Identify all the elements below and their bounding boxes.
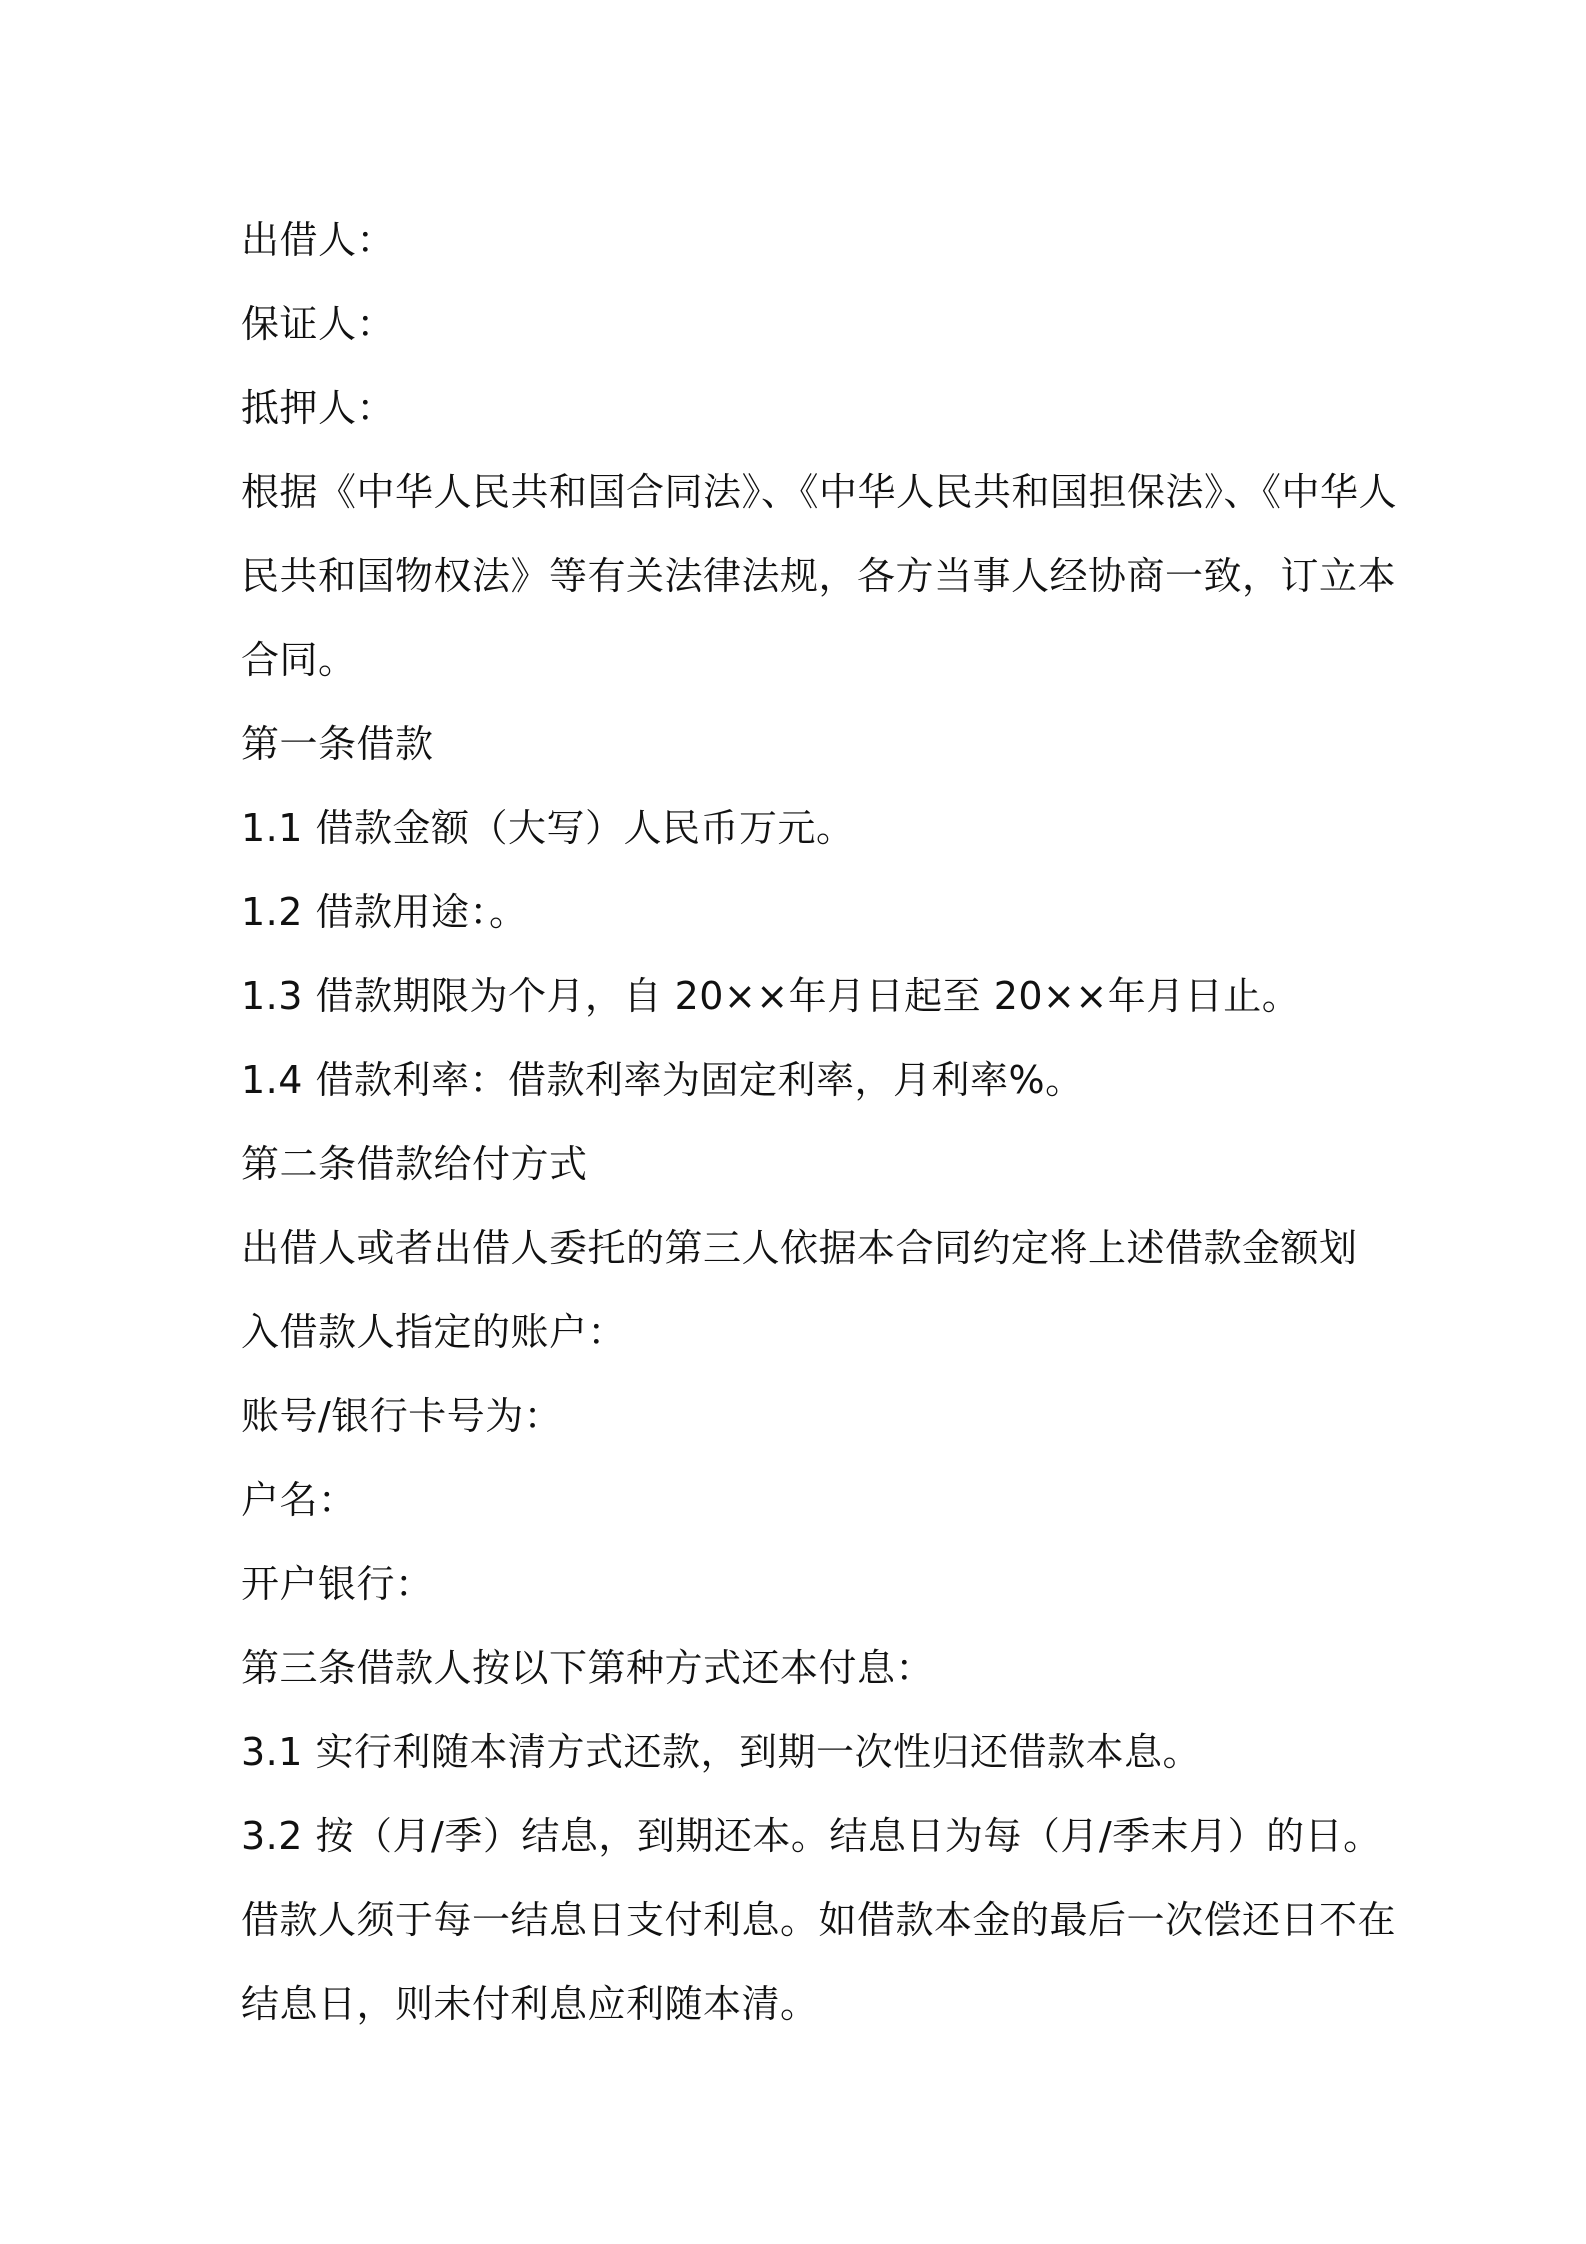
account-name-label: 户名： [241, 1478, 357, 1522]
clause-1-4: 1.4 借款利率：借款利率为固定利率，月利率%。 [241, 1058, 1084, 1102]
clause-3-2-continued-1: 借款人须于每一结息日支付利息。如借款本金的最后一次偿还日不在 [241, 1898, 1397, 1942]
clause-1-1: 1.1 借款金额（大写）人民币万元。 [241, 806, 855, 850]
clause-1-3: 1.3 借款期限为个月，自 20××年月日起至 20××年月日止。 [241, 974, 1301, 1018]
article-2-text-2: 入借款人指定的账户： [241, 1310, 627, 1354]
account-number-label: 账号/银行卡号为： [241, 1394, 563, 1438]
clause-1-2: 1.2 借款用途：。 [241, 890, 528, 934]
preamble-line-3: 合同。 [241, 638, 357, 682]
article-1-heading: 第一条借款 [241, 722, 434, 766]
document-body [241, 198, 1398, 2046]
bank-label: 开户银行： [241, 1562, 434, 1606]
article-3-heading: 第三条借款人按以下第种方式还本付息： [241, 1646, 935, 1690]
lender-label: 出借人： [241, 218, 396, 262]
article-2-text-1: 出借人或者出借人委托的第三人依据本合同约定将上述借款金额划 [241, 1226, 1358, 1270]
clause-3-1: 3.1 实行利随本清方式还款，到期一次性归还借款本息。 [241, 1730, 1202, 1774]
preamble-line-1: 根据《中华人民共和国合同法》、《中华人民共和国担保法》、《中华人 [241, 470, 1398, 514]
preamble-line-2: 民共和国物权法》等有关法律法规，各方当事人经协商一致，订立本 [241, 554, 1397, 598]
clause-3-2-continued-2: 结息日，则未付利息应利随本清。 [241, 1982, 819, 2026]
mortgagor-label: 抵押人： [241, 386, 396, 430]
guarantor-label: 保证人： [241, 302, 396, 346]
clause-3-2: 3.2 按（月/季）结息，到期还本。结息日为每（月/季末月）的日。 [241, 1814, 1382, 1858]
article-2-heading: 第二条借款给付方式 [241, 1142, 588, 1186]
